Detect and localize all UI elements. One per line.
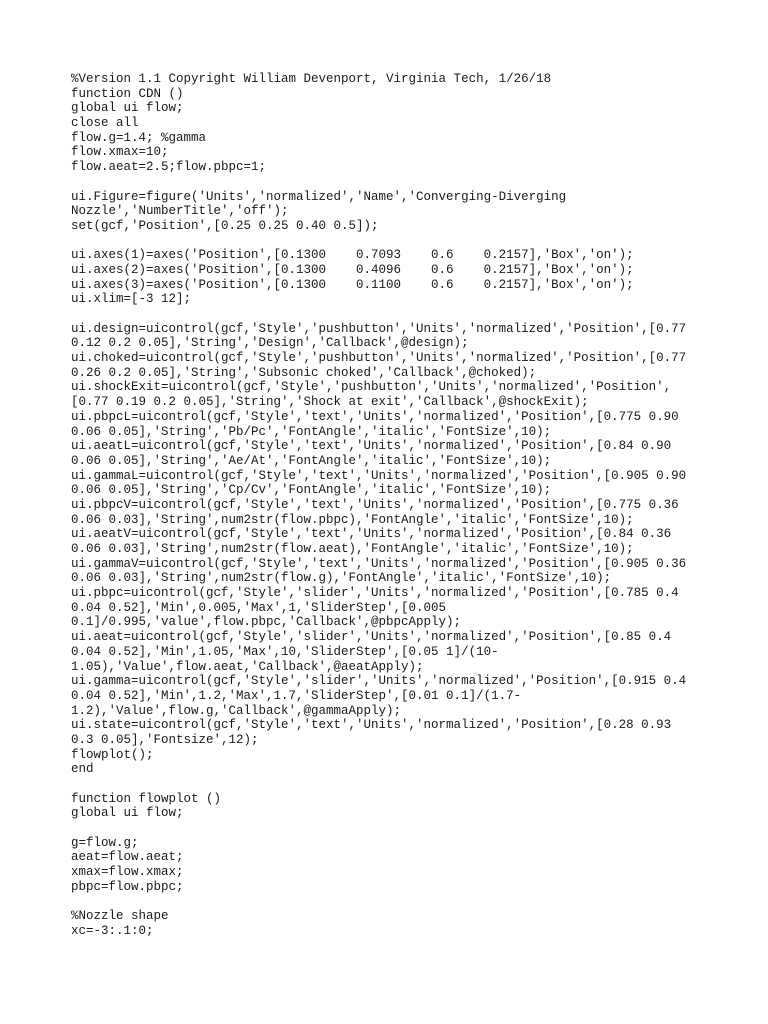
code-line: flow.aeat=2.5;flow.pbpc=1; (71, 160, 267, 175)
code-line: pbpc=flow.pbpc; (71, 879, 184, 894)
code-line: ui.pbpc=uicontrol(gcf,'Style','slider','Units','normalized','Position',[0.785 0.4 (71, 586, 679, 601)
code-line: 0.06 0.05],'String','Pb/Pc','FontAngle','italic','FontSize',10); (71, 424, 552, 439)
code-line: 0.04 0.52],'Min',1.05,'Max',10,'SliderStep',[0.05 1]/(10- (71, 644, 499, 659)
code-line: ui.gammaL=uicontrol(gcf,'Style','text','Units','normalized','Position',[0.905 0.90 (71, 468, 687, 483)
code-line: ui.choked=uicontrol(gcf,'Style','pushbutton','Units','normalized','Position',[0.77 (71, 351, 687, 366)
code-listing (71, 72, 731, 939)
code-line: ui.gamma=uicontrol(gcf,'Style','slider','Units','normalized','Position',[0.915 0.4 (71, 674, 687, 689)
code-line: 1.05),'Value',flow.aeat,'Callback',@aeatApply); (71, 659, 424, 674)
code-line: 0.04 0.52],'Min',1.2,'Max',1.7,'SliderStep',[0.01 0.1]/(1.7- (71, 688, 522, 703)
code-line (71, 777, 731, 792)
code-line: xmax=flow.xmax; (71, 865, 184, 880)
code-line: ui.axes(1)=axes('Position',[0.1300 0.7093 0.6 0.2157],'Box','on'); (71, 248, 634, 263)
code-line: [0.77 0.19 0.2 0.05],'String','Shock at exit','Callback',@shockExit); (71, 395, 589, 410)
code-line: 0.04 0.52],'Min',0.005,'Max',1,'SliderStep',[0.005 (71, 600, 447, 615)
code-line: 0.06 0.03],'String',num2str(flow.g),'FontAngle','italic','FontSize',10); (71, 571, 612, 586)
code-line: ui.aeat=uicontrol(gcf,'Style','slider','Units','normalized','Position',[0.85 0.4 (71, 630, 672, 645)
code-line: ui.state=uicontrol(gcf,'Style','text','Units','normalized','Position',[0.28 0.93 (71, 718, 672, 733)
code-line: 0.06 0.05],'String','Cp/Cv','FontAngle','italic','FontSize',10); (71, 483, 552, 498)
code-line: %Version 1.1 Copyright William Devenport, Virginia Tech, 1/26/18 (71, 72, 552, 86)
code-line: global ui flow; (71, 806, 184, 821)
code-line: g=flow.g; (71, 835, 139, 850)
code-line (71, 821, 731, 836)
code-line: ui.aeatL=uicontrol(gcf,'Style','text','Units','normalized','Position',[0.84 0.90 (71, 439, 672, 454)
code-line: %Nozzle shape (71, 909, 169, 924)
code-line: ui.gammaV=uicontrol(gcf,'Style','text','Units','normalized','Position',[0.905 0.36 (71, 556, 687, 571)
code-line: ui.pbpcV=uicontrol(gcf,'Style','text','Units','normalized','Position',[0.775 0.36 (71, 497, 679, 512)
code-line: 0.1]/0.995,'value',flow.pbpc,'Callback',@pbpcApply); (71, 615, 462, 630)
code-line: 0.06 0.03],'String',num2str(flow.aeat),'FontAngle','italic','FontSize',10); (71, 542, 634, 556)
code-line: ui.aeatV=uicontrol(gcf,'Style','text','Units','normalized','Position',[0.84 0.36 (71, 527, 672, 542)
code-line: flow.g=1.4; %gamma (71, 130, 207, 145)
code-line (71, 895, 731, 910)
code-line: global ui flow; (71, 101, 184, 116)
code-line (71, 307, 731, 322)
code-line: 0.26 0.2 0.05],'String','Subsonic choked','Callback',@choked); (71, 365, 537, 380)
code-line (71, 175, 731, 190)
code-line: ui.pbpcL=uicontrol(gcf,'Style','text','Units','normalized','Position',[0.775 0.90 (71, 409, 679, 424)
code-line: end (71, 762, 94, 777)
code-line: xc=-3:.1:0; (71, 923, 154, 938)
code-line: ui.design=uicontrol(gcf,'Style','pushbutton','Units','normalized','Position',[0.77 (71, 321, 687, 336)
code-line: close all (71, 116, 139, 131)
code-line: ui.axes(3)=axes('Position',[0.1300 0.1100 0.6 0.2157],'Box','on'); (71, 277, 634, 292)
code-line: 0.06 0.05],'String','Ae/At','FontAngle','italic','FontSize',10); (71, 453, 552, 468)
code-line: 1.2),'Value',flow.g,'Callback',@gammaApply); (71, 703, 402, 718)
code-line: flowplot(); (71, 747, 154, 762)
code-line: ui.Figure=figure('Units','normalized','Name','Converging-Diverging (71, 189, 567, 204)
code-line: aeat=flow.aeat; (71, 850, 184, 865)
code-line: ui.axes(2)=axes('Position',[0.1300 0.4096 0.6 0.2157],'Box','on'); (71, 262, 634, 277)
code-line: function CDN () (71, 86, 184, 101)
code-line: function flowplot () (71, 791, 222, 806)
code-line: Nozzle','NumberTitle','off'); (71, 204, 289, 219)
code-line: ui.xlim=[-3 12]; (71, 292, 192, 307)
code-line: 0.06 0.03],'String',num2str(flow.pbpc),'FontAngle','italic','FontSize',10); (71, 512, 634, 527)
code-line: set(gcf,'Position',[0.25 0.25 0.40 0.5]); (71, 218, 379, 233)
code-line (71, 234, 731, 249)
code-line: ui.shockExit=uicontrol(gcf,'Style','pushbutton','Units','normalized','Position', (71, 380, 672, 395)
code-line: 0.3 0.05],'Fontsize',12); (71, 732, 259, 747)
code-line: 0.12 0.2 0.05],'String','Design','Callback',@design); (71, 336, 469, 351)
code-line: flow.xmax=10; (71, 145, 169, 160)
